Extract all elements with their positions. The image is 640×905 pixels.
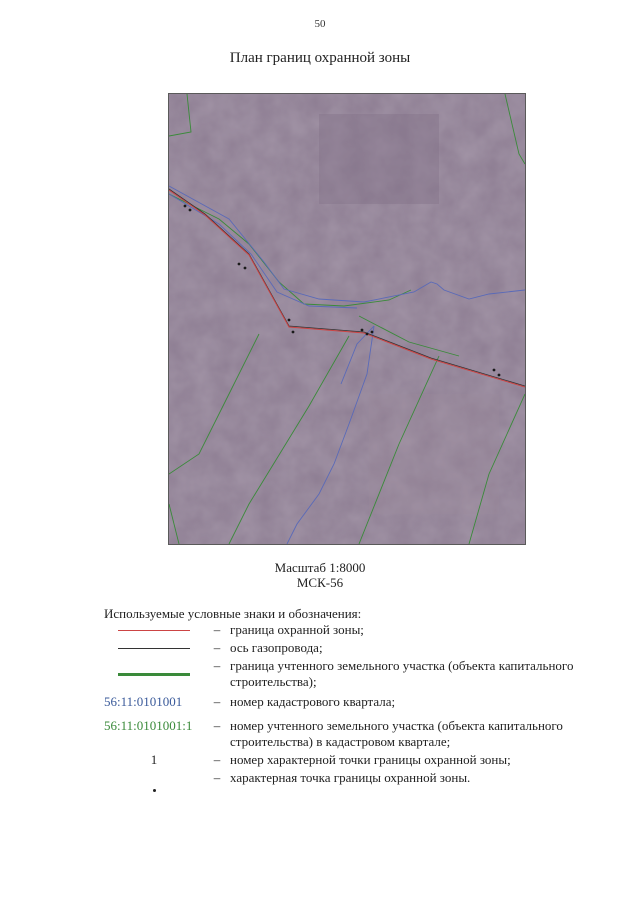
legend-item-point	[104, 770, 604, 792]
legend-item-protection-zone	[104, 622, 604, 638]
green-line-symbol	[118, 673, 190, 676]
legend	[104, 622, 604, 794]
characteristic-point	[288, 319, 291, 322]
legend-dash: –	[213, 658, 221, 673]
characteristic-point	[244, 267, 247, 270]
parcel-code-sample: 56:11:0101001:1	[104, 718, 193, 733]
map-canvas	[169, 94, 525, 544]
map-scale	[0, 560, 640, 590]
characteristic-point	[292, 331, 295, 334]
characteristic-point	[189, 209, 192, 212]
characteristic-point	[238, 263, 241, 266]
page-number: 50	[314, 18, 326, 30]
characteristic-point	[184, 205, 187, 208]
coordinate-system: МСК-56	[296, 575, 344, 590]
quarter-code-sample: 56:11:0101001	[104, 694, 183, 709]
characteristic-point	[361, 329, 364, 332]
legend-desc: номер учтенного земельного участка (объекта капитального строительства) в кадастровом квартале;	[230, 718, 563, 749]
legend-dash: –	[213, 694, 221, 709]
characteristic-point	[371, 331, 374, 334]
light-field-patch	[369, 394, 499, 514]
characteristic-point	[493, 369, 496, 372]
legend-desc: номер кадастрового квартала;	[230, 694, 396, 709]
legend-desc: граница учтенного земельного участка (объекта капитального строительства);	[230, 658, 574, 689]
legend-dash: –	[213, 770, 221, 785]
legend-dash: –	[213, 640, 221, 655]
legend-item-pipeline-axis	[104, 640, 604, 656]
legend-desc: граница охранной зоны;	[230, 622, 364, 637]
characteristic-point	[366, 333, 369, 336]
dark-field-patch	[319, 114, 439, 204]
red-line-symbol	[118, 630, 190, 631]
legend-desc: номер характерной точки границы охранной зоны;	[230, 752, 511, 767]
legend-item-point-number	[104, 752, 604, 768]
legend-item-quarter-code	[104, 694, 604, 710]
legend-title: Используемые условные знаки и обозначения:	[104, 606, 362, 621]
point-symbol	[153, 789, 156, 792]
legend-item-parcel-boundary	[104, 658, 604, 690]
map-view[interactable]	[168, 93, 526, 545]
legend-dash: –	[213, 622, 221, 637]
scale-ratio: Масштаб 1:8000	[274, 560, 366, 575]
legend-item-parcel-code	[104, 718, 604, 750]
characteristic-point	[498, 374, 501, 377]
legend-desc: ось газопровода;	[230, 640, 323, 655]
legend-dash: –	[213, 752, 221, 767]
legend-desc: характерная точка границы охранной зоны.	[230, 770, 471, 785]
page-title: План границ охранной зоны	[229, 50, 411, 66]
point-number-sample: 1	[150, 752, 158, 767]
legend-dash: –	[213, 718, 221, 733]
dark-line-symbol	[118, 648, 190, 649]
